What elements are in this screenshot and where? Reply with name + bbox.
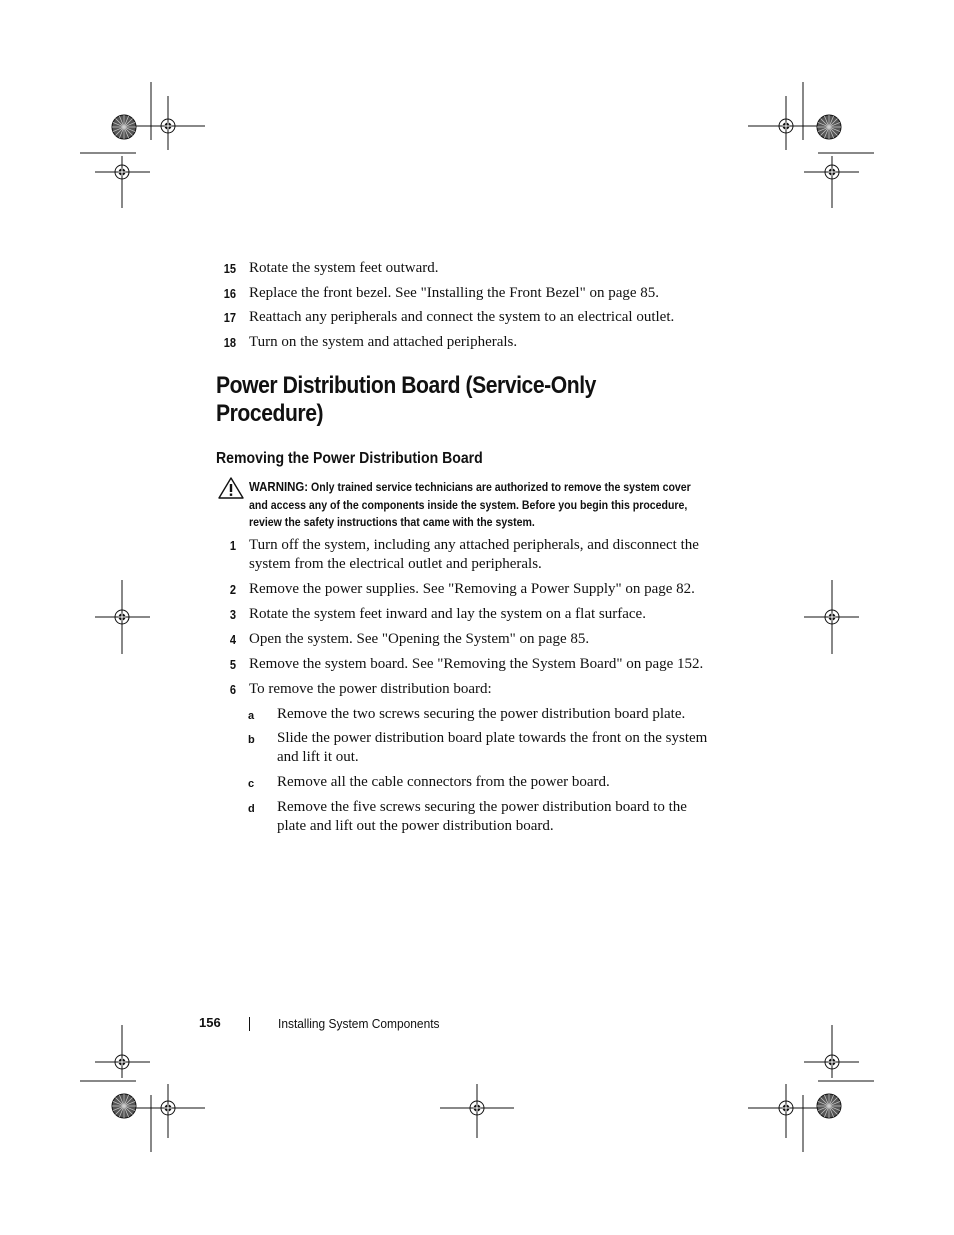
- step-number: 15: [223, 261, 236, 276]
- step-number: 5: [229, 657, 236, 672]
- substep-text: Remove all the cable connectors from the power board.: [277, 774, 610, 790]
- step-text: Rotate the system feet inward and lay the system on a flat surface.: [249, 606, 646, 622]
- step-text: Remove the system board. See "Removing the System Board" on page 152.: [249, 656, 704, 672]
- step-number: 17: [223, 310, 236, 325]
- substep-text: Remove the five screws securing the power distribution board to the plate and lift out the power distribution board.: [277, 799, 687, 834]
- step-number: 2: [229, 582, 236, 597]
- footer-section-title: Installing System Components: [278, 1016, 440, 1031]
- step-number: 18: [223, 335, 236, 350]
- step-number: 1: [229, 538, 236, 553]
- step-text: Remove the power supplies. See "Removing a Power Supply" on page 82.: [249, 581, 695, 597]
- section-heading: Power Distribution Board (Service-Only Procedure): [216, 372, 596, 427]
- step-text: Rotate the system feet outward.: [249, 260, 439, 276]
- step-number: 6: [229, 682, 236, 697]
- step-number: 3: [229, 607, 236, 622]
- substep-letter: d: [248, 803, 255, 815]
- substep-text: Slide the power distribution board plate towards the front on the system and lift it out.: [277, 730, 708, 765]
- step-text: To remove the power distribution board:: [249, 681, 492, 697]
- warning-text: Only trained service technicians are authorized to remove the system cover and access any of the components inside the system. Before you begin this procedure, review the safety instructions that came with the system.: [249, 480, 691, 529]
- step-number: 4: [229, 632, 236, 647]
- warning-triangle-icon: [218, 477, 244, 499]
- step-text: Open the system. See "Opening the System" on page 85.: [249, 631, 590, 647]
- footer-divider: [249, 1017, 250, 1031]
- step-text: Replace the front bezel. See "Installing the Front Bezel" on page 85.: [249, 285, 660, 301]
- step-text: Turn on the system and attached peripherals.: [249, 334, 518, 350]
- substep-letter: a: [248, 710, 255, 722]
- warning-label: WARNING:: [249, 479, 309, 494]
- step-text: Reattach any peripherals and connect the system to an electrical outlet.: [249, 309, 675, 325]
- step-text: Turn off the system, including any attached peripherals, and disconnect the system from the electrical outlet and peripherals.: [249, 537, 699, 572]
- substep-text: Remove the two screws securing the power distribution board plate.: [277, 706, 686, 722]
- step-number: 16: [223, 286, 236, 301]
- substep-letter: c: [248, 778, 255, 790]
- page-number: 156: [199, 1015, 221, 1030]
- subsection-heading: Removing the Power Distribution Board: [216, 450, 483, 467]
- substep-letter: b: [248, 734, 255, 746]
- warning-note: [249, 478, 707, 532]
